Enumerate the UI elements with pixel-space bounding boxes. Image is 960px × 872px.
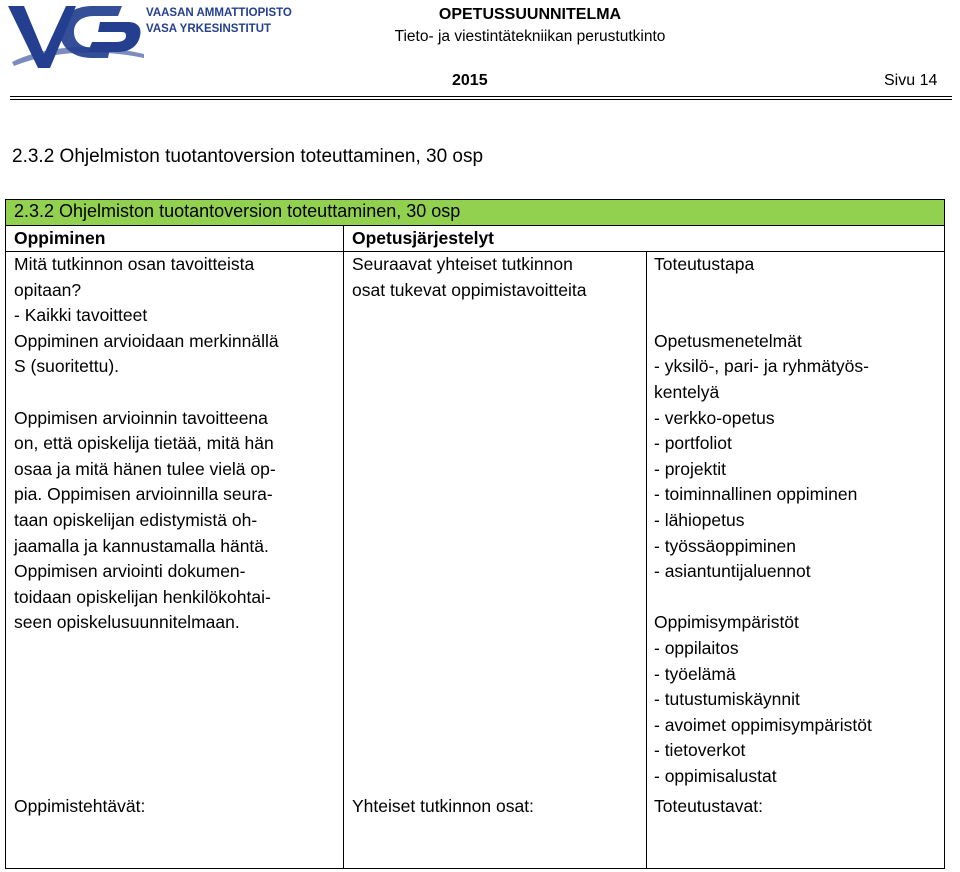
col3-line: - projektit — [654, 458, 726, 479]
col2-line: osat tukevat oppimistavoitteita — [352, 279, 587, 300]
col3-line: - oppilaitos — [654, 637, 739, 658]
col3-line: kentelyä — [654, 381, 720, 402]
logo-org-line-1: VAASAN AMMATTIOPISTO — [146, 7, 292, 19]
header-divider — [10, 96, 952, 100]
col3-line: - tutustumiskäynnit — [654, 689, 800, 710]
col3-line: - avoimet oppimisympäristöt — [654, 714, 872, 735]
bottom-label-oppimistehtavat: Oppimistehtävät: — [14, 796, 146, 816]
col3-line: - toiminnallinen oppiminen — [654, 484, 858, 505]
col3-line — [654, 278, 872, 304]
col1-line: Oppimisen arvioinnin tavoitteena — [14, 407, 268, 428]
col3-line: - verkko-opetus — [654, 407, 775, 428]
col1-line: taan opiskelijan edistymistä oh- — [14, 509, 258, 530]
logo-org-line-2: VASA YRKESINSTITUT — [146, 23, 272, 35]
col-head-oppiminen: Oppiminen — [14, 228, 106, 248]
page-number: Sivu 14 — [884, 72, 938, 89]
col3-line: Oppimisympäristöt — [654, 612, 799, 633]
col3-line: - portfoliot — [654, 433, 732, 454]
vamia-logo — [4, 2, 304, 70]
table-title: 2.3.2 Ohjelmiston tuotantoversion toteuttaminen, 30 osp — [14, 201, 461, 221]
column-divider-1 — [343, 252, 344, 868]
col3-line: Toteutustapa — [654, 254, 755, 274]
col3-line: - oppimisalustat — [654, 765, 777, 786]
col3-line: Opetusmenetelmät — [654, 330, 802, 351]
col3-line: - tietoverkot — [654, 740, 746, 761]
col1-line: - Kaikki tavoitteet — [14, 305, 148, 326]
col1-line: seen opiskelusuunnitelmaan. — [14, 612, 240, 633]
table-header-row — [6, 226, 944, 252]
curriculum-table — [5, 199, 945, 869]
col1-line — [14, 380, 279, 406]
document-subtitle: Tieto- ja viestintätekniikan perustutkinto — [394, 28, 666, 45]
col3-content — [654, 252, 872, 789]
col3-line: - työssäoppiminen — [654, 535, 797, 556]
bottom-label-yhteiset-tutkinnon-osat: Yhteiset tutkinnon osat: — [352, 796, 534, 816]
col1-line: Oppiminen arvioidaan merkinnällä — [14, 330, 279, 351]
document-year: 2015 — [452, 72, 488, 89]
col3-line: - asiantuntijaluennot — [654, 561, 811, 582]
col1-content — [14, 252, 279, 636]
col3-line: - työelämä — [654, 663, 736, 684]
col1-line: on, että opiskelija tietää, mitä hän — [14, 433, 274, 454]
document-title: OPETUSSUUNNITELMA — [438, 6, 622, 23]
section-heading: 2.3.2 Ohjelmiston tuotantoversion toteuttaminen, 30 osp — [12, 146, 484, 167]
col3-line: - lähiopetus — [654, 509, 745, 530]
col3-line: - yksilö-, pari- ja ryhmätyös- — [654, 356, 869, 377]
col1-line: Oppimisen arviointi dokumen- — [14, 561, 246, 582]
col3-line — [654, 585, 872, 611]
col1-line: Mitä tutkinnon osan tavoitteista — [14, 254, 255, 274]
col1-line: jaamalla ja kannustamalla häntä. — [14, 535, 269, 556]
logo-mark-icon — [8, 6, 144, 68]
bottom-label-toteutustavat: Toteutustavat: — [654, 796, 763, 816]
col3-line — [654, 303, 872, 329]
header-divider-vertical — [343, 226, 344, 252]
col1-line: opitaan? — [14, 279, 82, 300]
col1-line: pia. Oppimisen arvioinnilla seura- — [14, 484, 273, 505]
col1-line: S (suoritettu). — [14, 356, 120, 377]
table-title-row — [6, 200, 944, 226]
col1-line: toidaan opiskelijan henkilökohtai- — [14, 586, 271, 607]
col-head-opetusjarjestelyt: Opetusjärjestelyt — [352, 228, 494, 248]
col1-line: osaa ja mitä hänen tulee vielä op- — [14, 458, 276, 479]
column-divider-2 — [646, 252, 647, 868]
col2-content — [352, 252, 586, 303]
col2-line: Seuraavat yhteiset tutkinnon — [352, 254, 573, 274]
